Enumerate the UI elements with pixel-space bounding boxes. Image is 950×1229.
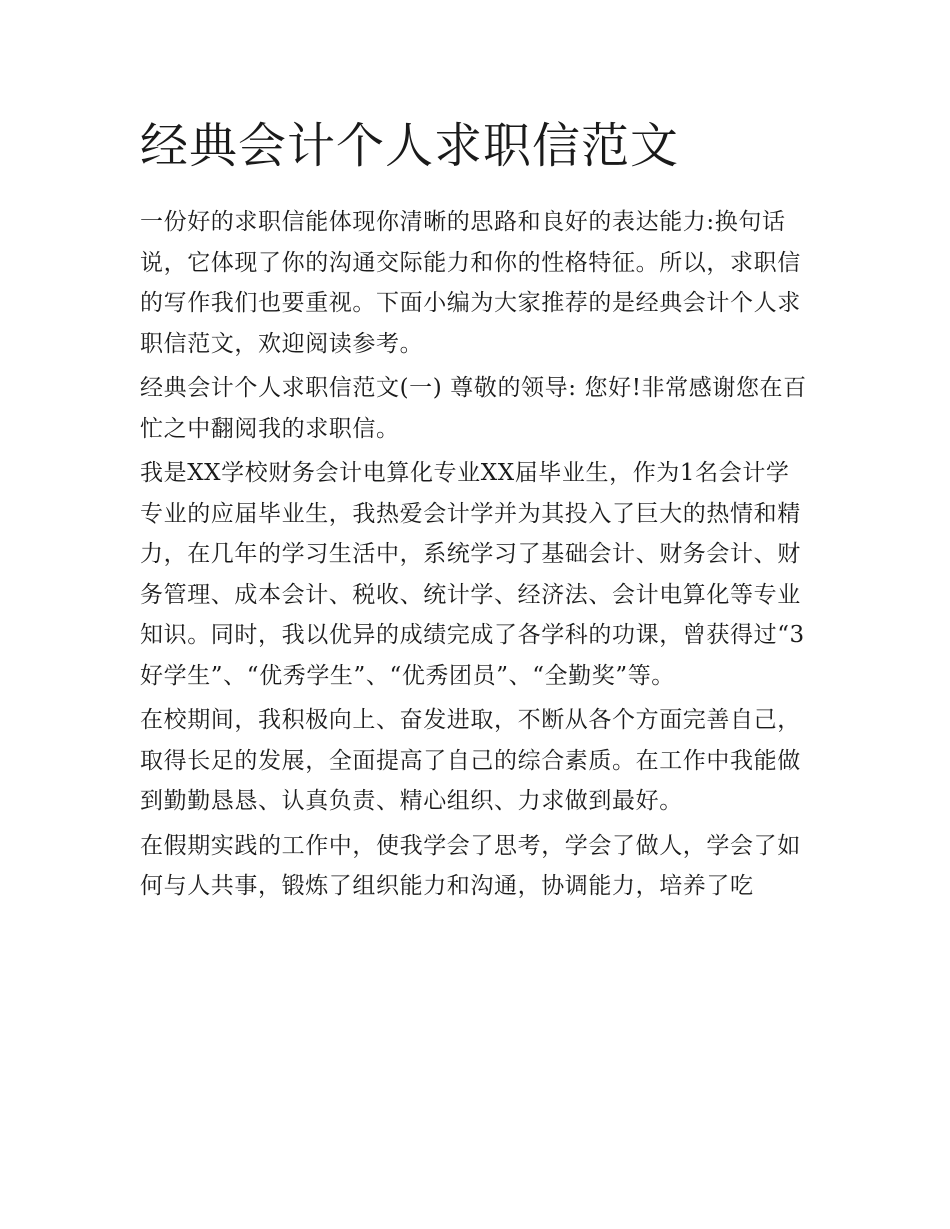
document-title: 经典会计个人求职信范文 — [140, 118, 680, 174]
internship-paragraph: 在假期实践的工作中，使我学会了思考，学会了做人，学会了如何与人共事，锻炼了组织能力和沟通，协调能力，培养了吃 — [140, 832, 801, 899]
intro-paragraph: 一份好的求职信能体现你清晰的思路和良好的表达能力:换句话说，它体现了你的沟通交际能力和你的性格特征。所以，求职信的写作我们也要重视。下面小编为大家推荐的是经典会计个人求职信范文，欢迎阅读参考。 — [140, 209, 801, 357]
letter-opening-paragraph: 经典会计个人求职信范文(一) 尊敬的领导: 您好!非常感谢您在百忙之中翻阅我的求职信。 — [140, 375, 807, 442]
campus-life-paragraph: 在校期间，我积极向上、奋发进取，不断从各个方面完善自己，取得长足的发展，全面提高了自己的综合素质。在工作中我能做到勤勤恳恳、认真负责、精心组织、力求做到最好。 — [140, 707, 801, 814]
education-paragraph: 我是XX学校财务会计电算化专业XX届毕业生，作为1名会计学专业的应届毕业生，我热爱会计学并为其投入了巨大的热情和精力，在几年的学习生活中，系统学习了基础会计、财务会计、财务管理、成本会计、税收、统计学、经济法、会计电算化等专业知识。同时，我以优异的成绩完成了各学科的功课，曾获得过“3好学生”、“优秀学生”、“优秀团员”、“全勤奖”等。 — [140, 460, 805, 689]
document-body — [140, 202, 810, 907]
